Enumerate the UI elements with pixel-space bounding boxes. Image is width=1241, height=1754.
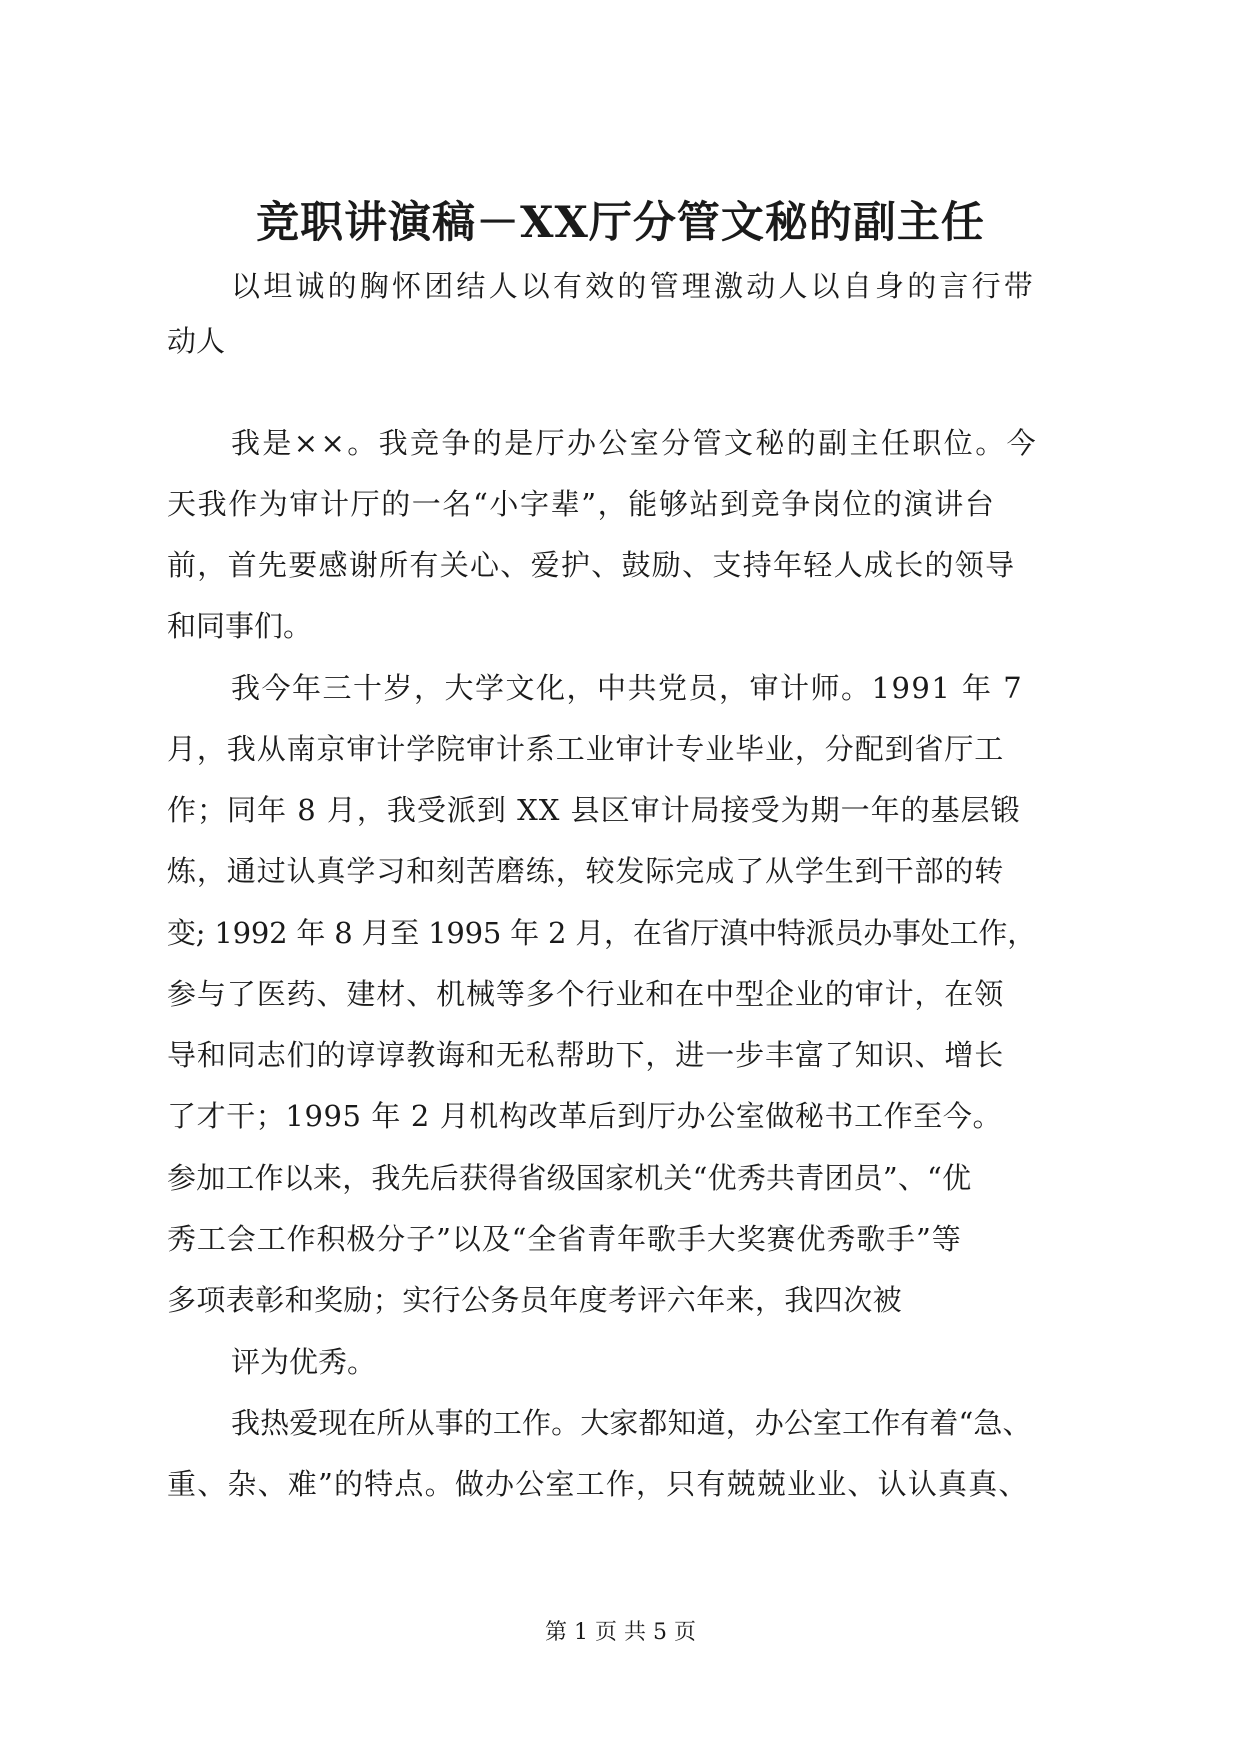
page-number-footer: 第 1 页 共 5 页: [545, 1620, 696, 1645]
body-line: 了才干；1995 年 2 月机构改革后到厅办公室做秘书工作至今。: [167, 1099, 1003, 1133]
body-line: 我今年三十岁，大学文化，中共党员，审计师。1991 年 7: [231, 671, 1024, 705]
body-line: 炼，通过认真学习和刻苦磨练，较发际完成了从学生到干部的转: [167, 854, 1005, 888]
body-line: 天我作为审计厅的一名“小字辈”，能够站到竞争岗位的演讲台: [167, 487, 996, 521]
document-title: 竞职讲演稿－XX厅分管文秘的副主任: [256, 198, 985, 248]
body-line: 参与了医药、建材、机械等多个行业和在中型企业的审计，在领: [167, 977, 1005, 1011]
body-line: 重、杂、难”的特点。做办公室工作，只有兢兢业业、认认真真、: [167, 1467, 1029, 1501]
body-line: 和同事们。: [167, 609, 313, 643]
body-line: 导和同志们的谆谆教诲和无私帮助下，进一步丰富了知识、增长: [167, 1038, 1005, 1072]
body-line: 以坦诚的胸怀团结人以有效的管理激动人以自身的言行带: [231, 269, 1037, 303]
body-line: 作；同年 8 月，我受派到 XX 县区审计局接受为期一年的基层锻: [167, 793, 1021, 827]
body-line: 参加工作以来，我先后获得省级国家机关“优秀共青团员”、“优: [167, 1161, 972, 1195]
body-line: 变; 1992 年 8 月至 1995 年 2 月，在省厅滇中特派员办事处工作，: [167, 916, 1037, 950]
body-line: 评为优秀。: [231, 1345, 377, 1379]
body-line: 秀工会工作积极分子”以及“全省青年歌手大奖赛优秀歌手”等: [167, 1222, 962, 1256]
body-line: 月，我从南京审计学院审计系工业审计专业毕业，分配到省厅工: [167, 732, 1005, 766]
body-line: 我热爱现在所从事的工作。大家都知道，办公室工作有着“急、: [231, 1406, 1032, 1440]
body-line: 动人: [167, 324, 226, 358]
body-line: 我是××。我竞争的是厅办公室分管文秘的副主任职位。今: [231, 426, 1038, 460]
body-line: 前，首先要感谢所有关心、爱护、鼓励、支持年轻人成长的领导: [167, 548, 1016, 582]
body-line: 多项表彰和奖励；实行公务员年度考评六年来，我四次被: [167, 1283, 903, 1317]
